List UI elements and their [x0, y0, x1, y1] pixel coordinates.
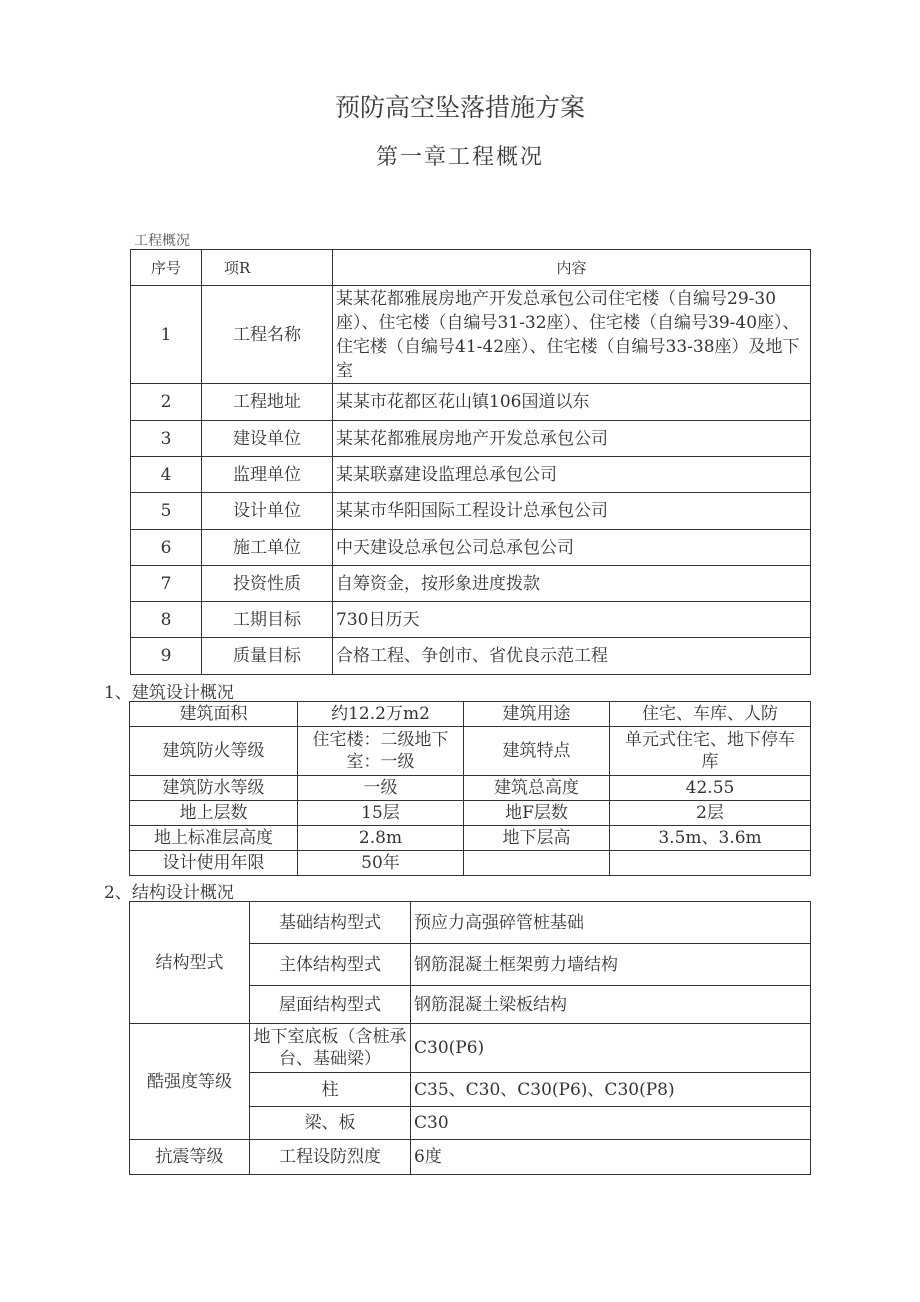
- header-content: 内容: [333, 250, 811, 286]
- group-structure-type: 结构型式: [130, 902, 250, 1024]
- table-row: [131, 286, 811, 384]
- table-row: [131, 638, 811, 675]
- arch-cell: 约12.2万m2: [298, 702, 464, 727]
- arch-cell: 地F层数: [464, 801, 610, 826]
- document-title: 预防高空坠落措施方案: [334, 93, 585, 122]
- group-strength-grade: 酷强度等级: [130, 1024, 250, 1140]
- sub-value: C35、C30、C30(P6)、C30(P8): [411, 1073, 811, 1107]
- sub-value: C30(P6): [411, 1024, 811, 1073]
- arch-cell: 建筑防火等级: [130, 727, 298, 776]
- architecture-heading: 1、建筑设计概况: [104, 683, 234, 703]
- overview-table: [130, 249, 811, 675]
- row-content: 自筹资金，按形象进度拨款: [333, 566, 811, 602]
- table-row: [130, 1140, 811, 1175]
- table-row: [131, 602, 811, 638]
- architecture-table: [129, 701, 811, 876]
- row-content: 中天建设总承包公司总承包公司: [333, 530, 811, 566]
- table-row: [130, 801, 811, 826]
- chapter-title: 第一章工程概况: [375, 145, 544, 170]
- sub-value: 预应力高强碎管桩基础: [411, 902, 811, 944]
- arch-cell: 50年: [298, 851, 464, 876]
- arch-cell: 地上标准层高度: [130, 826, 298, 851]
- arch-cell: 一级: [298, 776, 464, 801]
- row-no: 9: [131, 638, 202, 675]
- arch-cell: 2层: [610, 801, 811, 826]
- sub-label: 屋面结构型式: [250, 986, 411, 1024]
- arch-cell: 2.8m: [298, 826, 464, 851]
- arch-cell: 42.55: [610, 776, 811, 801]
- row-no: 7: [131, 566, 202, 602]
- arch-cell: 建筑特点: [464, 727, 610, 776]
- sub-value: C30: [411, 1107, 811, 1140]
- sub-label: 柱: [250, 1073, 411, 1107]
- arch-cell: 建筑面积: [130, 702, 298, 727]
- table-row: [130, 702, 811, 727]
- row-item: 设计单位: [202, 493, 333, 530]
- row-no: 8: [131, 602, 202, 638]
- sub-label: 基础结构型式: [250, 902, 411, 944]
- sub-label: 梁、板: [250, 1107, 411, 1140]
- row-content: 某某市华阳国际工程设计总承包公司: [333, 493, 811, 530]
- row-no: 1: [131, 286, 202, 384]
- group-seismic-grade: 抗震等级: [130, 1140, 250, 1175]
- table-row: [131, 530, 811, 566]
- overview-caption: 工程概况: [134, 233, 190, 249]
- row-item: 建设单位: [202, 421, 333, 457]
- arch-cell: 建筑总高度: [464, 776, 610, 801]
- arch-cell: [610, 851, 811, 876]
- arch-cell: 设计使用年限: [130, 851, 298, 876]
- sub-label: 工程设防烈度: [250, 1140, 411, 1175]
- row-content: 730日历天: [333, 602, 811, 638]
- table-row: [130, 776, 811, 801]
- row-item: 投资性质: [202, 566, 333, 602]
- arch-cell: [464, 851, 610, 876]
- sub-value: 钢筋混凝土框架剪力墙结构: [411, 944, 811, 986]
- row-content: 某某联嘉建设监理总承包公司: [333, 457, 811, 493]
- row-no: 5: [131, 493, 202, 530]
- header-item: 项R: [202, 250, 333, 286]
- arch-cell: 3.5m、3.6m: [610, 826, 811, 851]
- table-row: [130, 851, 811, 876]
- arch-cell: 建筑防水等级: [130, 776, 298, 801]
- row-no: 3: [131, 421, 202, 457]
- arch-cell: 建筑用途: [464, 702, 610, 727]
- table-row: [131, 384, 811, 421]
- table-row: [131, 457, 811, 493]
- table-row: [130, 1024, 811, 1073]
- row-item: 质量目标: [202, 638, 333, 675]
- row-item: 工程地址: [202, 384, 333, 421]
- table-row: [130, 727, 811, 776]
- sub-value: 钢筋混凝土梁板结构: [411, 986, 811, 1024]
- row-no: 4: [131, 457, 202, 493]
- sub-label: 地下室底板（含桩承台、基础梁）: [250, 1024, 411, 1073]
- arch-cell: 住宅楼：二级地下室：一级: [298, 727, 464, 776]
- row-content: 合格工程、争创市、省优良示范工程: [333, 638, 811, 675]
- arch-cell: 住宅、车库、人防: [610, 702, 811, 727]
- arch-cell: 15层: [298, 801, 464, 826]
- structure-table: [129, 901, 811, 1175]
- row-item: 工程名称: [202, 286, 333, 384]
- row-no: 2: [131, 384, 202, 421]
- table-row: [131, 421, 811, 457]
- sub-value: 6度: [411, 1140, 811, 1175]
- table-row: [131, 566, 811, 602]
- row-content: 某某花都雅展房地产开发总承包公司: [333, 421, 811, 457]
- row-item: 监理单位: [202, 457, 333, 493]
- table-row: [130, 826, 811, 851]
- row-content: 某某市花都区花山镇106国道以东: [333, 384, 811, 421]
- arch-cell: 地上层数: [130, 801, 298, 826]
- row-content: 某某花都雅展房地产开发总承包公司住宅楼（自编号29-30座）、住宅楼（自编号31-32座）、住宅楼（自编号39-40座）、住宅楼（自编号41-42座）、住宅楼（自编号33-38座）及地下室: [333, 286, 811, 384]
- arch-cell: 地下层高: [464, 826, 610, 851]
- table-row: [131, 493, 811, 530]
- structure-heading: 2、结构设计概况: [104, 883, 234, 903]
- sub-label: 主体结构型式: [250, 944, 411, 986]
- table-row: [130, 902, 811, 944]
- header-no: 序号: [131, 250, 202, 286]
- row-item: 工期目标: [202, 602, 333, 638]
- arch-cell: 单元式住宅、地下停车库: [610, 727, 811, 776]
- row-no: 6: [131, 530, 202, 566]
- row-item: 施工单位: [202, 530, 333, 566]
